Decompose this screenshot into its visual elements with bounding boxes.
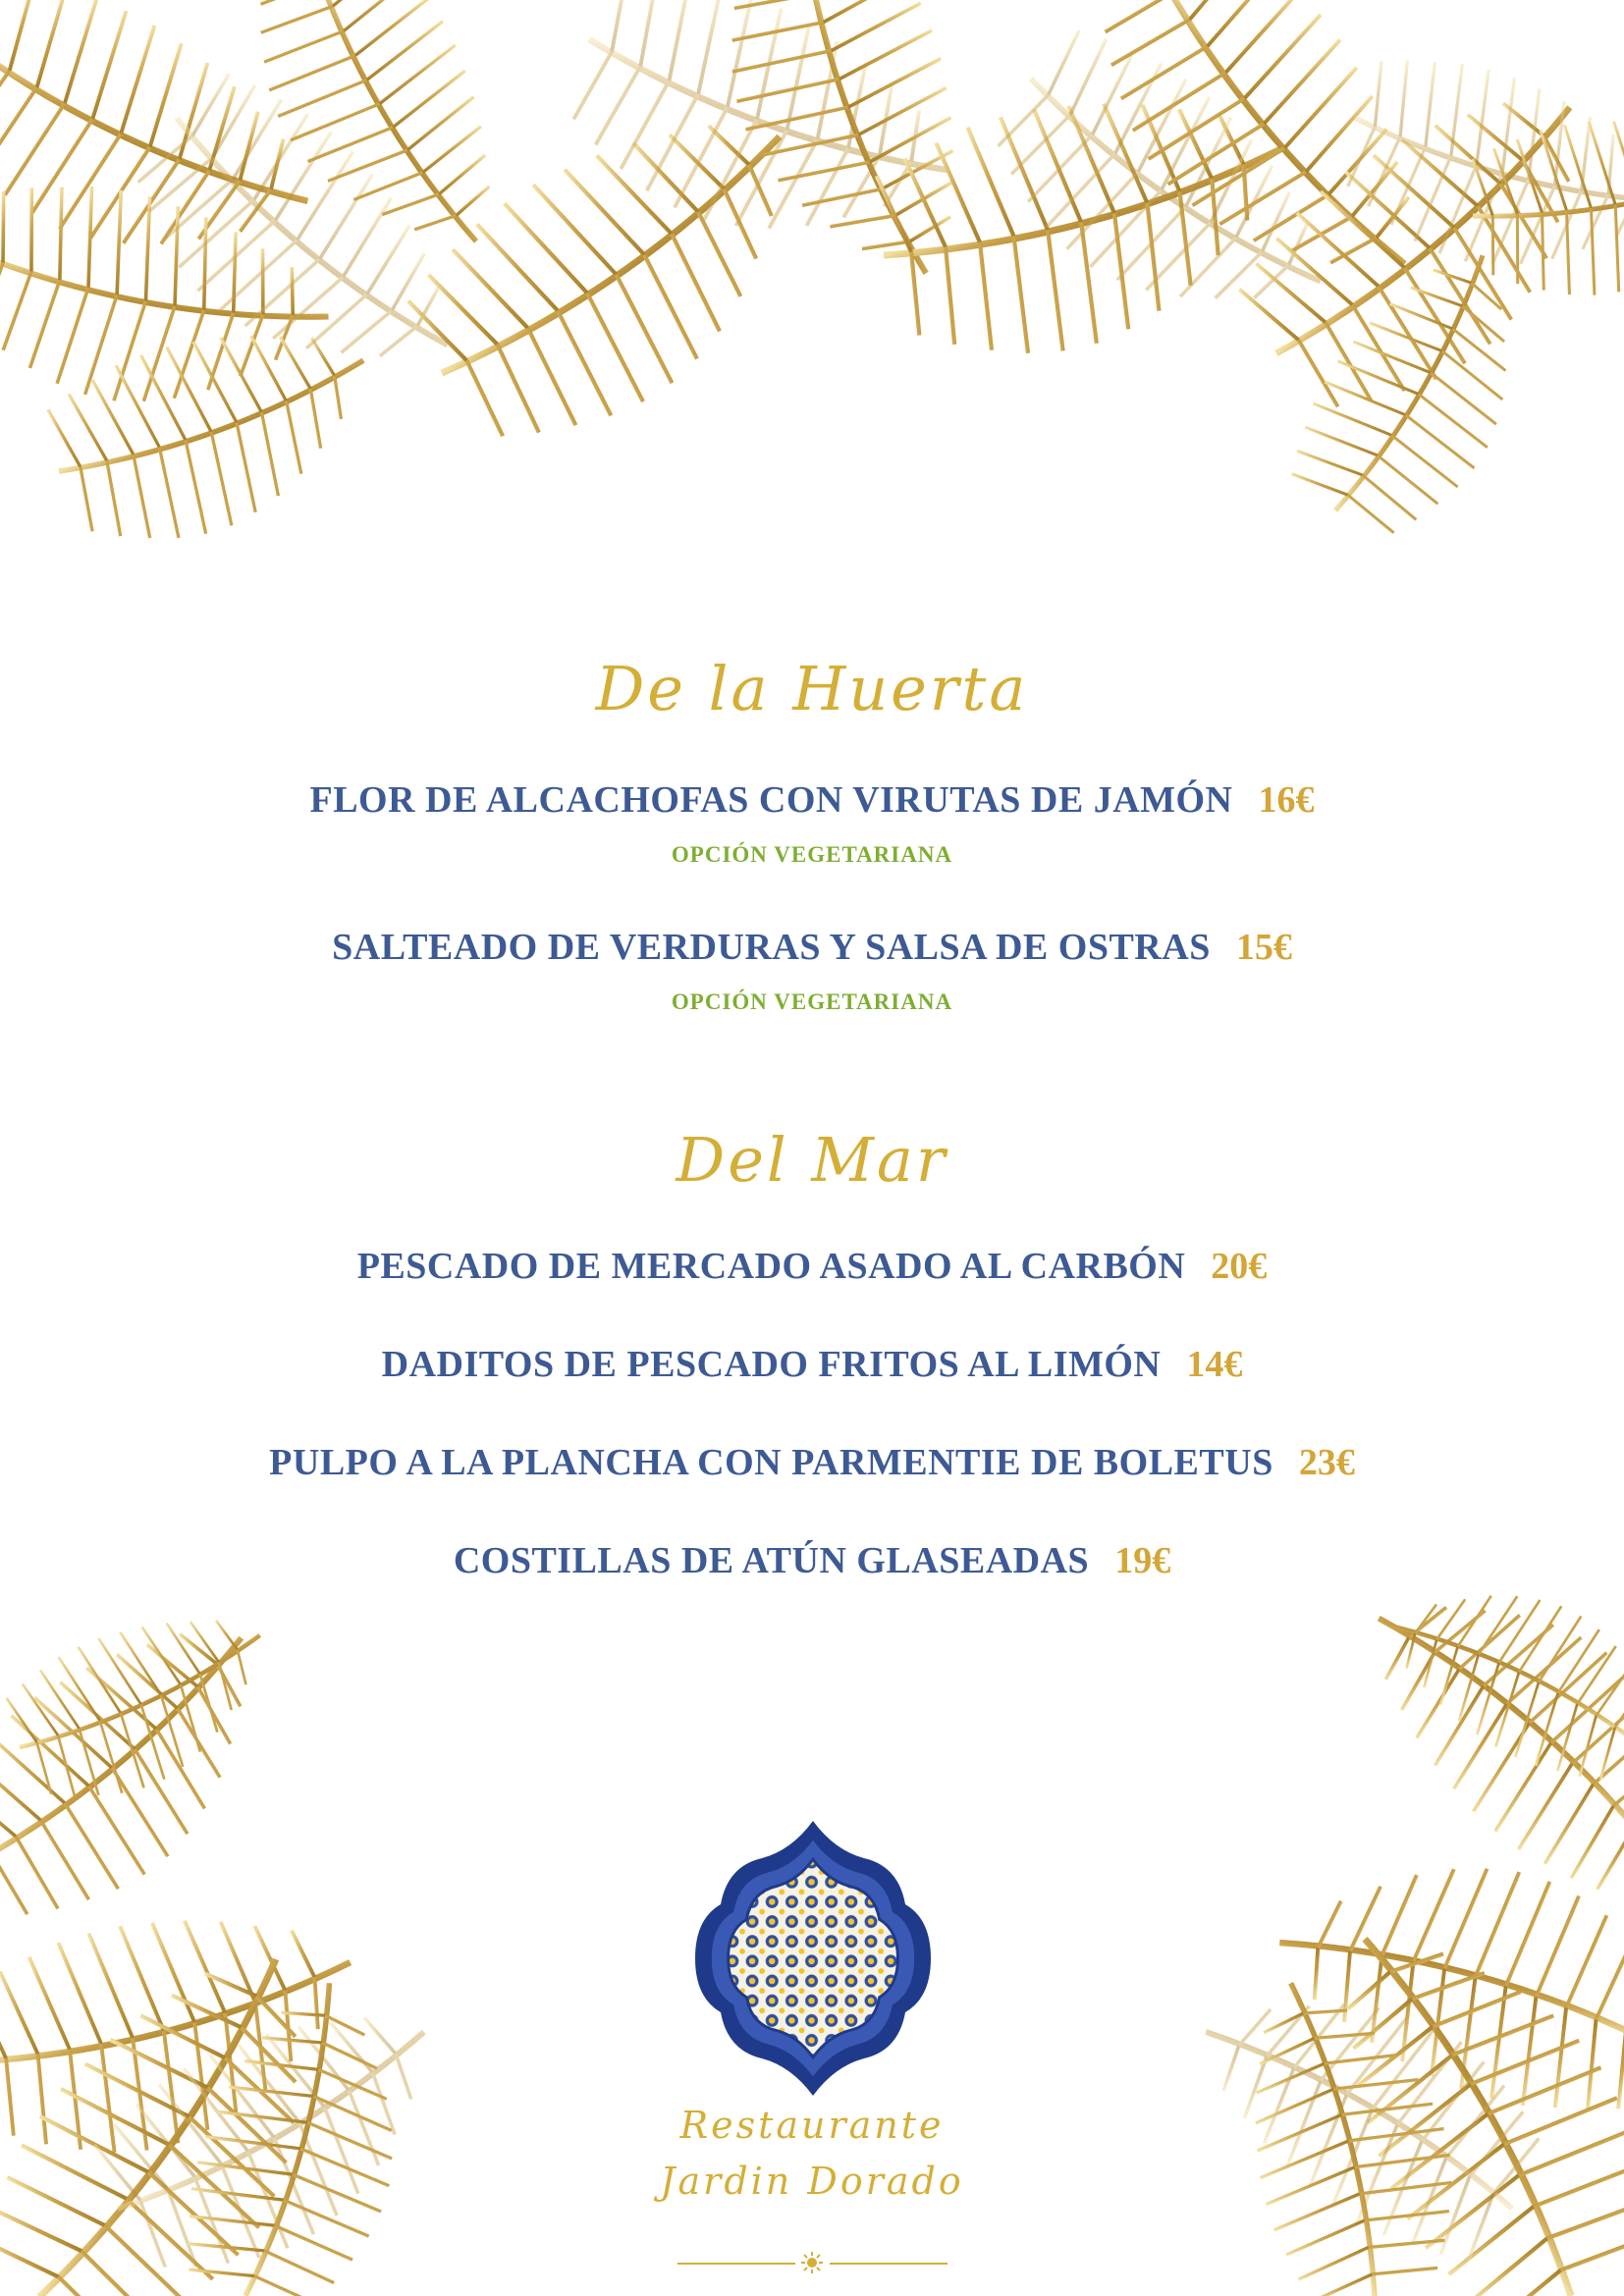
palm-leaves-top	[0, 0, 1624, 574]
menu-item	[0, 926, 1624, 969]
menu-item	[0, 778, 1624, 822]
dish-name: DADITOS DE PESCADO FRITOS AL LIMÓN	[381, 1344, 1162, 1385]
restaurant-name-line1: Restaurante	[679, 2104, 945, 2147]
section-title-huerta: De la Huerta	[595, 653, 1029, 724]
menu-item	[0, 1539, 1624, 1582]
dish-price: 16€	[1258, 779, 1315, 821]
divider-left	[677, 2263, 795, 2265]
dish-name: PESCADO DE MERCADO ASADO AL CARBÓN	[356, 1246, 1186, 1287]
dish-price: 23€	[1298, 1442, 1355, 1483]
menu-item	[0, 1245, 1624, 1288]
vegetarian-note: OPCIÓN VEGETARIANA	[671, 989, 953, 1014]
dish-name: PULPO A LA PLANCHA CON PARMENTIE DE BOLETUS	[269, 1442, 1273, 1483]
dish-name: COSTILLAS DE ATÚN GLASEADAS	[453, 1540, 1090, 1581]
dish-price: 19€	[1114, 1540, 1171, 1581]
restaurant-name-line2: Jardin Dorado	[660, 2160, 964, 2203]
vegetarian-note: OPCIÓN VEGETARIANA	[671, 842, 953, 867]
dish-price: 15€	[1235, 927, 1292, 968]
menu-item	[0, 1441, 1624, 1484]
dish-price: 20€	[1211, 1246, 1268, 1287]
section-title-mar: Del Mar	[676, 1124, 948, 1196]
sun-ornament-icon	[800, 2251, 824, 2274]
moorish-arch-tile-logo	[687, 1811, 939, 2121]
menu-item	[0, 1343, 1624, 1386]
dish-name: SALTEADO DE VERDURAS Y SALSA DE OSTRAS	[332, 927, 1211, 968]
divider-right	[830, 2263, 947, 2265]
dish-price: 14€	[1186, 1344, 1243, 1385]
dish-name: FLOR DE ALCACHOFAS CON VIRUTAS DE JAMÓN	[309, 779, 1233, 821]
